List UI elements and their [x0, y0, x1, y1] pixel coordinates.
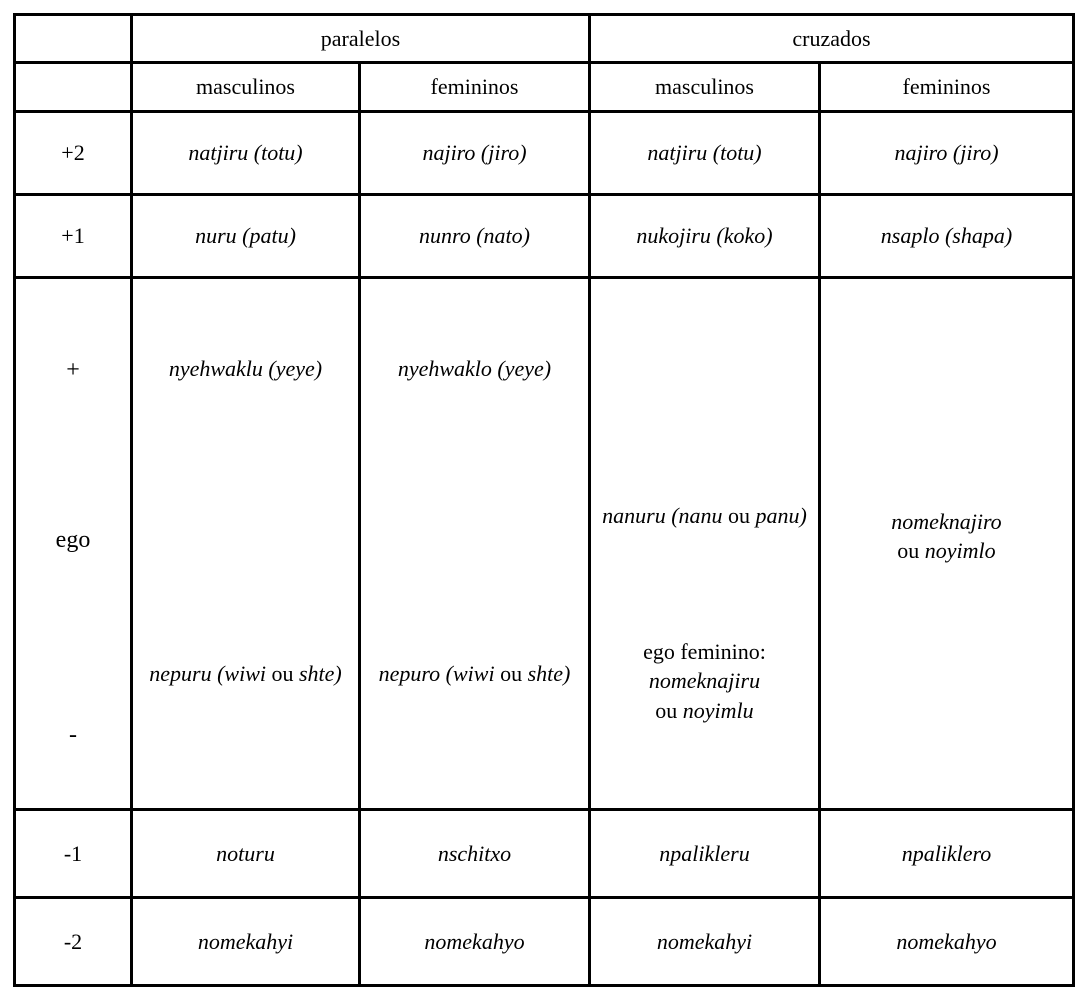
subheader-cruzados-femininos: femininos — [820, 63, 1074, 112]
cell-plus1-paralelos-femininos: nunro (nato) — [360, 195, 590, 278]
term-nanuru-group — [591, 501, 818, 530]
term-noyimlu: noyimlu — [682, 697, 754, 723]
table-row-subheader — [15, 63, 1074, 112]
cell-ego-paralelos-masculinos — [132, 278, 360, 810]
cell-ego-cruzados-masculinos — [590, 278, 820, 810]
cell-minus2-cruzados-femininos: nomekahyo — [820, 898, 1074, 986]
cell-ego-cruzados-femininos — [820, 278, 1074, 810]
table-row-generation-plus1 — [15, 195, 1074, 278]
term-nyehwaklu: nyehwaklu (yeye) — [168, 356, 323, 381]
conjunction-ou-noyimlo: ou — [897, 538, 920, 564]
cell-plus1-paralelos-masculinos: nuru (patu) — [132, 195, 360, 278]
term-noyimlo: noyimlo — [924, 538, 996, 564]
generation-label-ego-stack — [15, 278, 132, 810]
conjunction-ou-noyimlu: ou — [655, 697, 678, 723]
corner-cell-empty — [15, 15, 132, 63]
term-noyimlu-line — [599, 696, 810, 725]
subheader-paralelos-femininos: femininos — [360, 63, 590, 112]
cell-plus2-cruzados-masculinos: natjiru (totu) — [590, 112, 820, 195]
group-header-cruzados: cruzados — [590, 15, 1074, 63]
subheader-cruzados-masculinos: masculinos — [590, 63, 820, 112]
conjunction-ou-nepuru: ou — [271, 661, 294, 686]
kinship-terminology-table — [13, 13, 1075, 987]
cell-minus1-cruzados-femininos: npaliklero — [820, 810, 1074, 898]
generation-label-plus2: +2 — [15, 112, 132, 195]
cell-minus2-paralelos-masculinos: nomekahyi — [132, 898, 360, 986]
term-panu-close: panu) — [755, 503, 807, 528]
conjunction-ou-nepuro: ou — [500, 661, 523, 686]
term-nomeknajiro: nomeknajiro — [891, 509, 1002, 534]
generation-label-minus: - — [69, 722, 77, 748]
term-nanuru: nanuru (nanu — [602, 503, 723, 528]
generation-label-ego: ego — [55, 527, 91, 553]
cell-plus1-cruzados-masculinos: nukojiru (koko) — [590, 195, 820, 278]
cell-plus2-paralelos-masculinos: natjiru (totu) — [132, 112, 360, 195]
term-nyehwaklo: nyehwaklo (yeye) — [397, 356, 552, 381]
cell-plus2-paralelos-femininos: najiro (jiro) — [360, 112, 590, 195]
generation-label-plus1: +1 — [15, 195, 132, 278]
cell-minus1-paralelos-masculinos: noturu — [132, 810, 360, 898]
subheader-paralelos-masculinos: masculinos — [132, 63, 360, 112]
term-nepuro: nepuro (wiwi — [378, 661, 495, 686]
cell-plus2-cruzados-femininos: najiro (jiro) — [820, 112, 1074, 195]
table-row-generation-minus1 — [15, 810, 1074, 898]
term-nepuru-group — [133, 659, 358, 688]
cell-ego-paralelos-femininos — [360, 278, 590, 810]
generation-label-minus2: -2 — [15, 898, 132, 986]
cell-minus1-paralelos-femininos: nschitxo — [360, 810, 590, 898]
table-row-generation-ego — [15, 278, 1074, 810]
cell-plus1-cruzados-femininos: nsaplo (shapa) — [820, 195, 1074, 278]
ego-feminino-label: ego feminino: — [643, 639, 766, 664]
generation-label-minus1: -1 — [15, 810, 132, 898]
term-shte-close-fem: shte) — [527, 661, 571, 686]
conjunction-ou-nanuru: ou — [728, 503, 751, 528]
term-shte-close: shte) — [298, 661, 342, 686]
subheader-cell-empty — [15, 63, 132, 112]
term-nepuru: nepuru (wiwi — [149, 661, 266, 686]
table-row-generation-minus2 — [15, 898, 1074, 986]
cell-minus2-paralelos-femininos: nomekahyo — [360, 898, 590, 986]
generation-label-plus: + — [66, 357, 80, 383]
table-row-generation-plus2 — [15, 112, 1074, 195]
ego-feminino-note — [591, 637, 818, 725]
cell-minus2-cruzados-masculinos: nomekahyi — [590, 898, 820, 986]
term-noyimlo-line — [829, 536, 1064, 565]
term-nomeknajiru: nomeknajiru — [648, 668, 761, 694]
table-row-group-header — [15, 15, 1074, 63]
term-nomeknajiro-group — [821, 507, 1072, 566]
group-header-paralelos: paralelos — [132, 15, 590, 63]
cell-minus1-cruzados-masculinos: npalikleru — [590, 810, 820, 898]
term-nepuro-group — [361, 659, 588, 688]
